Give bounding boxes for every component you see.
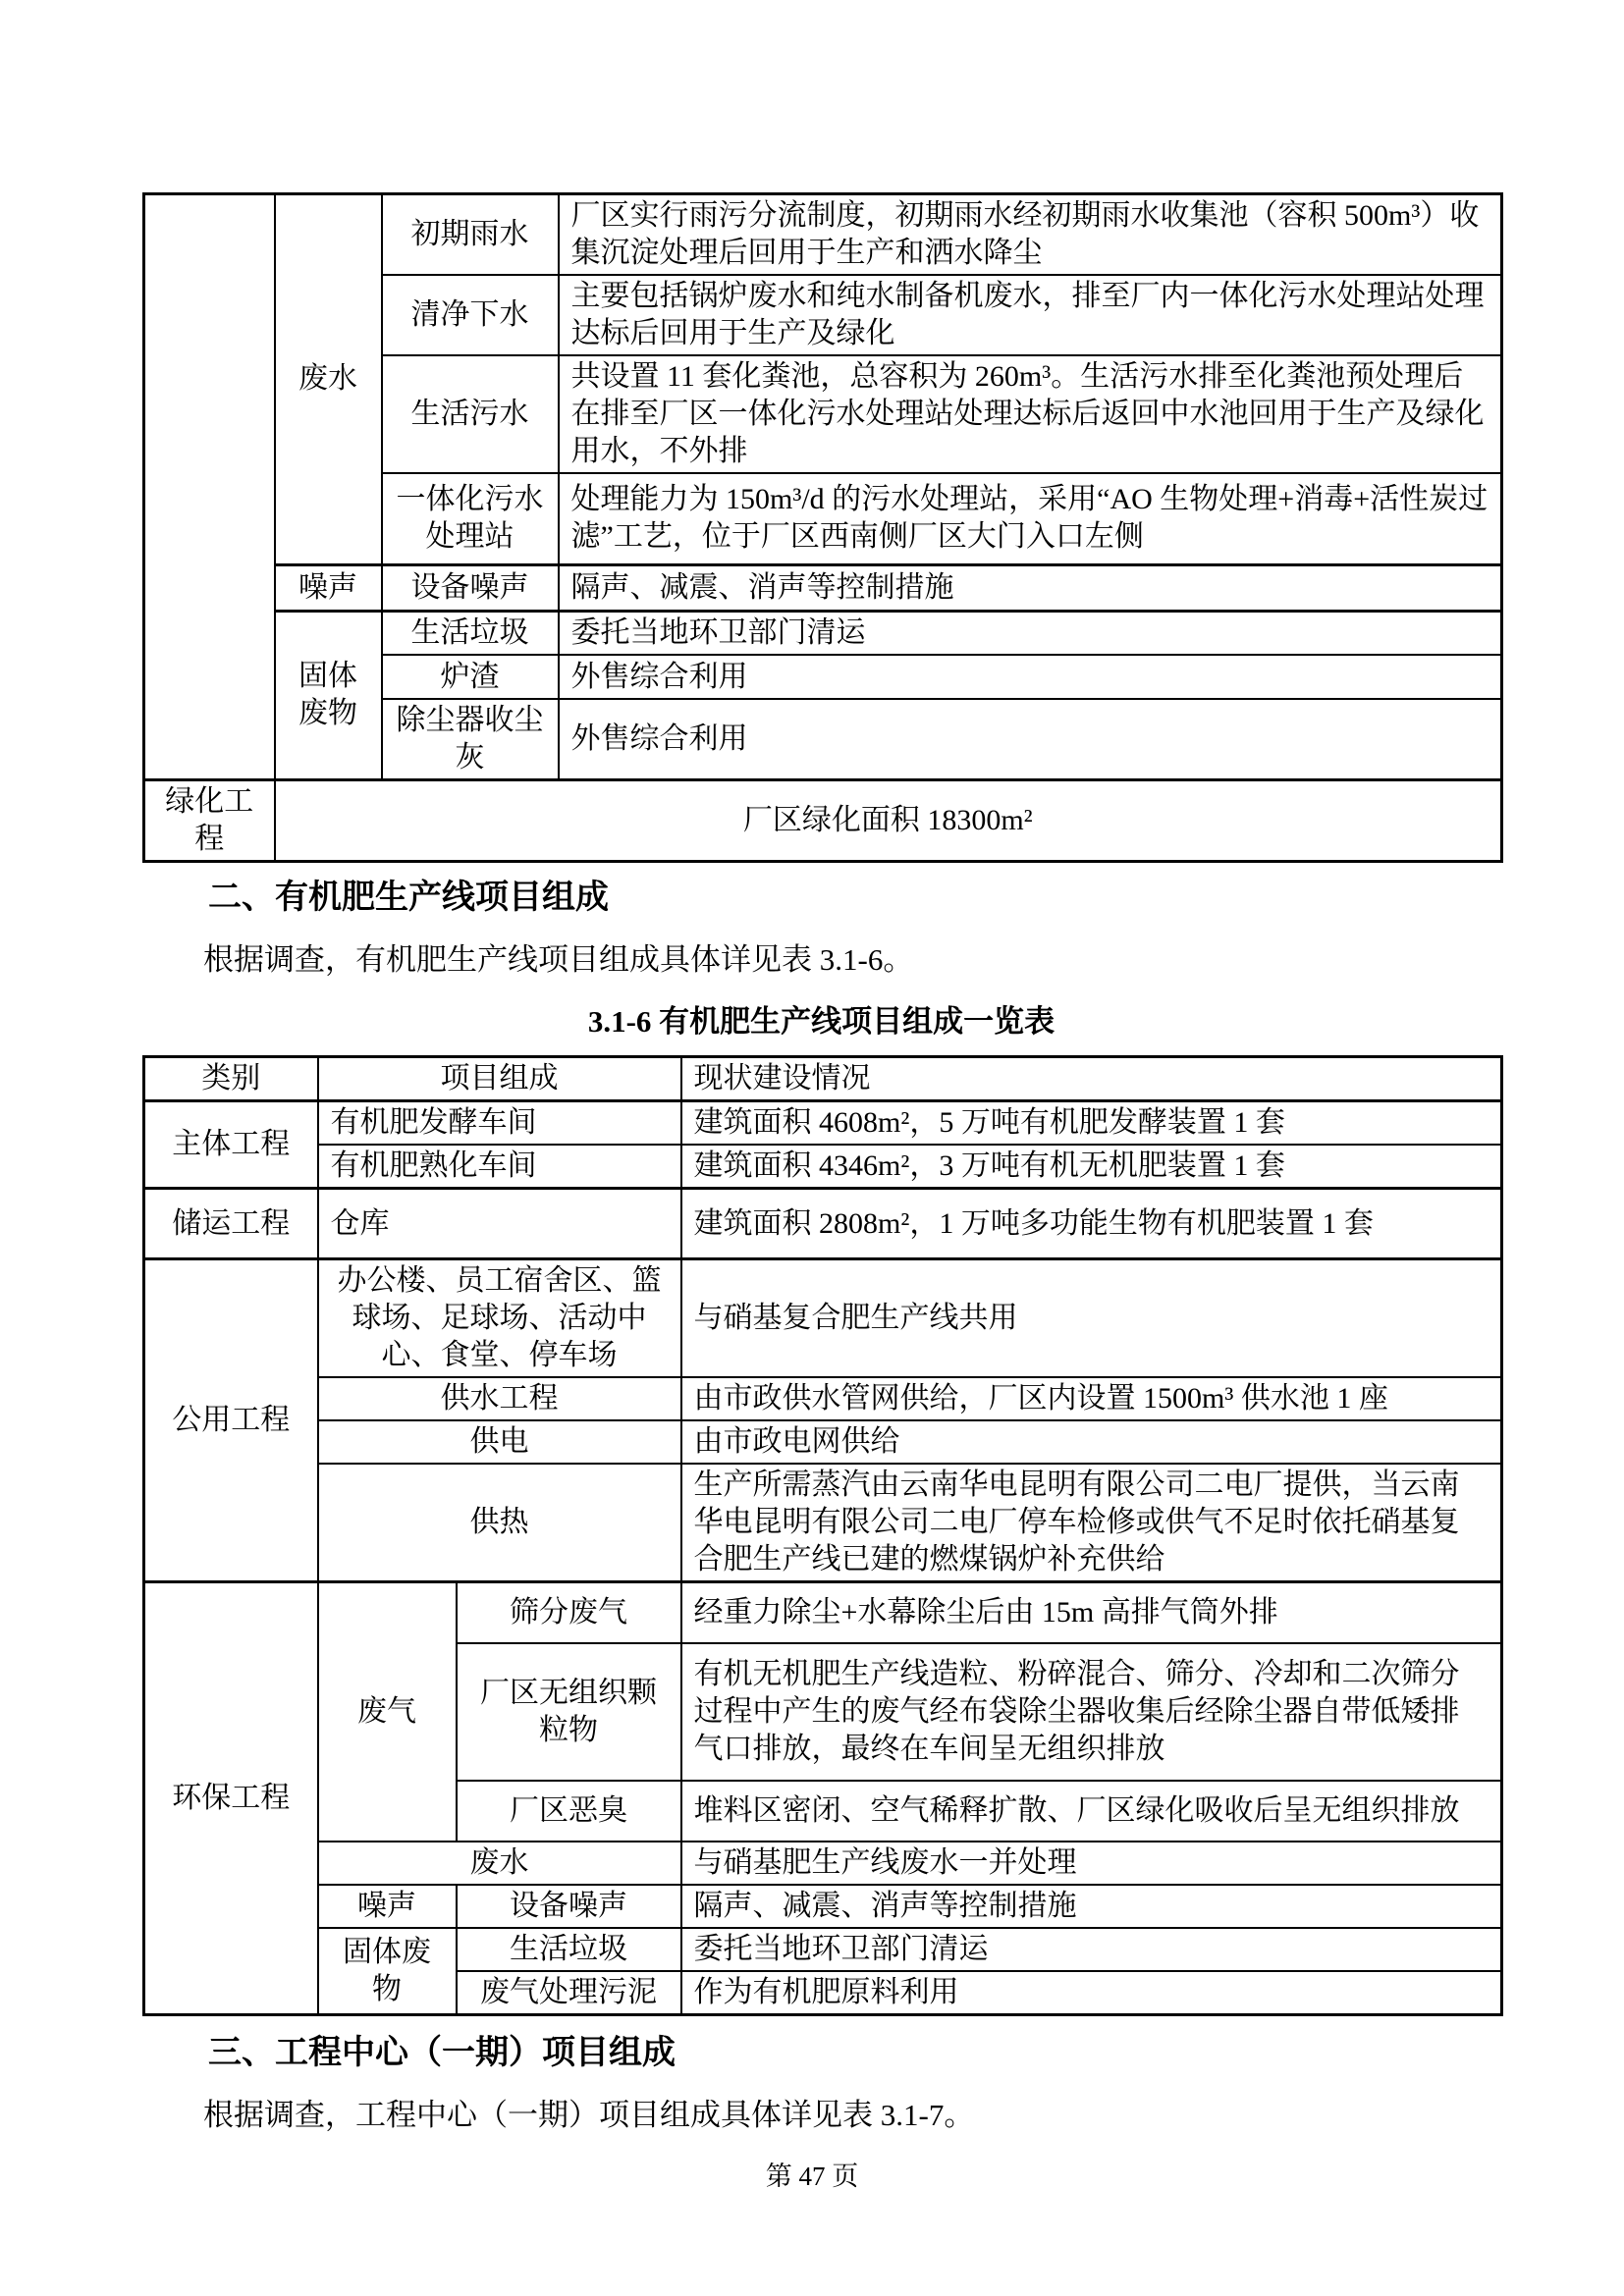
table-row [144, 1928, 1502, 1971]
desc-cell-domestic-sewage: 共设置 11 套化粪池，总容积为 260m³。生活污水排至化粪池预处理后在排至厂区一体化污水处理站处理达标后返回中水池回用于生产及绿化用水，不外排 [559, 355, 1502, 473]
item-cell-domestic-garbage: 生活垃圾 [382, 611, 559, 655]
item-cell-heat-supply: 供热 [318, 1464, 681, 1582]
organic-fertilizer-composition-table [142, 1055, 1503, 2016]
desc-cell-furnace-slag: 外售综合利用 [559, 655, 1502, 699]
desc-cell-domestic-garbage: 委托当地环卫部门清运 [559, 611, 1502, 655]
item-cell-integrated-sewage-station: 一体化污水处理站 [382, 473, 559, 564]
item-cell-domestic-sewage: 生活污水 [382, 355, 559, 473]
header-cell-component: 项目组成 [318, 1057, 681, 1101]
status-cell-water-supply: 由市政供水管网供给，厂区内设置 1500m³ 供水池 1 座 [681, 1377, 1502, 1420]
category-cell-noise: 噪声 [275, 564, 382, 611]
desc-cell-clean-drainage: 主要包括锅炉废水和纯水制备机废水，排至厂内一体化污水处理站处理达标后回用于生产及绿化 [559, 275, 1502, 355]
item-cell-initial-rainwater: 初期雨水 [382, 194, 559, 276]
category-cell-env-solid-waste: 固体废物 [318, 1928, 457, 2015]
item-cell-env-wastewater: 废水 [318, 1842, 681, 1885]
desc-cell-integrated-sewage-station: 处理能力为 150m³/d 的污水处理站，采用“AO 生物处理+消毒+活性炭过滤”工艺，位于厂区西南侧厂区大门入口左侧 [559, 473, 1502, 564]
category-cell-solid-waste: 固体废物 [275, 611, 382, 780]
section-heading-organic-fertilizer-line: 二、有机肥生产线项目组成 [208, 879, 609, 916]
category-cell-env-noise: 噪声 [318, 1885, 457, 1928]
section3-paragraph: 根据调查，工程中心（一期）项目组成具体详见表 3.1-7。 [203, 2097, 975, 2132]
desc-cell-greening: 厂区绿化面积 18300m² [275, 780, 1502, 862]
section2-paragraph: 根据调查，有机肥生产线项目组成具体详见表 3.1-6。 [203, 942, 914, 977]
status-cell-screening-gas: 经重力除尘+水幕除尘后由 15m 高排气筒外排 [681, 1582, 1502, 1643]
item-cell-fugitive-particulates: 厂区无组织颗粒物 [457, 1643, 681, 1781]
status-cell-fermentation-workshop: 建筑面积 4608m²，5 万吨有机肥发酵装置 1 套 [681, 1101, 1502, 1146]
status-cell-heat-supply: 生产所需蒸汽由云南华电昆明有限公司二电厂提供，当云南华电昆明有限公司二电厂停车检修或供气不足时依托硝基复合肥生产线已建的燃煤锅炉补充供给 [681, 1464, 1502, 1582]
status-cell-env-equipment-noise: 隔声、减震、消声等控制措施 [681, 1885, 1502, 1928]
table-row [144, 1101, 1502, 1146]
item-cell-warehouse: 仓库 [318, 1189, 681, 1259]
section-heading-engineering-center: 三、工程中心（一期）项目组成 [208, 2033, 676, 2071]
category-cell-main-project: 主体工程 [144, 1101, 318, 1189]
item-cell-furnace-slag: 炉渣 [382, 655, 559, 699]
desc-cell-initial-rainwater: 厂区实行雨污分流制度，初期雨水经初期雨水收集池（容积 500m³）收集沉淀处理后回用于生产和洒水降尘 [559, 194, 1502, 276]
status-cell-warehouse: 建筑面积 2808m²，1 万吨多功能生物有机肥装置 1 套 [681, 1189, 1502, 1259]
item-cell-env-equipment-noise: 设备噪声 [457, 1885, 681, 1928]
item-cell-clean-drainage: 清净下水 [382, 275, 559, 355]
table-row [144, 1377, 1502, 1420]
table-row [144, 1464, 1502, 1582]
table-row [144, 1842, 1502, 1885]
table-row [144, 1145, 1502, 1189]
status-cell-plant-odor: 堆料区密闭、空气稀释扩散、厂区绿化吸收后呈无组织排放 [681, 1781, 1502, 1842]
item-cell-maturation-workshop: 有机肥熟化车间 [318, 1145, 681, 1189]
status-cell-env-wastewater: 与硝基肥生产线废水一并处理 [681, 1842, 1502, 1885]
category-cell-waste-gas: 废气 [318, 1582, 457, 1842]
project-composition-table-continuation [142, 192, 1503, 863]
item-cell-fermentation-workshop: 有机肥发酵车间 [318, 1101, 681, 1146]
table-row [144, 194, 1502, 276]
category-cell-storage-project: 储运工程 [144, 1189, 318, 1259]
header-cell-status: 现状建设情况 [681, 1057, 1502, 1101]
status-cell-env-domestic-garbage: 委托当地环卫部门清运 [681, 1928, 1502, 1971]
status-cell-office-facilities: 与硝基复合肥生产线共用 [681, 1259, 1502, 1378]
item-cell-gas-treatment-sludge: 废气处理污泥 [457, 1971, 681, 2015]
item-cell-water-supply: 供水工程 [318, 1377, 681, 1420]
empty-parent-category-cell [144, 194, 275, 780]
table-header-row [144, 1057, 1502, 1101]
status-cell-gas-treatment-sludge: 作为有机肥原料利用 [681, 1971, 1502, 2015]
page-number-footer: 第 47 页 [765, 2162, 859, 2191]
table-row [144, 611, 1502, 655]
category-cell-utility-project: 公用工程 [144, 1259, 318, 1582]
status-cell-fugitive-particulates: 有机无机肥生产线造粒、粉碎混合、筛分、冷却和二次筛分过程中产生的废气经布袋除尘器收集后经除尘器自带低矮排气口排放，最终在车间呈无组织排放 [681, 1643, 1502, 1781]
item-cell-power-supply: 供电 [318, 1420, 681, 1464]
desc-cell-dust-collector-ash: 外售综合利用 [559, 699, 1502, 780]
item-cell-screening-gas: 筛分废气 [457, 1582, 681, 1643]
category-cell-environmental-project: 环保工程 [144, 1582, 318, 2015]
item-cell-dust-collector-ash: 除尘器收尘灰 [382, 699, 559, 780]
desc-cell-equipment-noise: 隔声、减震、消声等控制措施 [559, 564, 1502, 611]
item-cell-equipment-noise: 设备噪声 [382, 564, 559, 611]
item-cell-office-facilities: 办公楼、员工宿舍区、篮球场、足球场、活动中心、食堂、停车场 [318, 1259, 681, 1378]
table-row [144, 564, 1502, 611]
category-cell-greening: 绿化工程 [144, 780, 275, 862]
table-row [144, 1420, 1502, 1464]
status-cell-power-supply: 由市政电网供给 [681, 1420, 1502, 1464]
status-cell-maturation-workshop: 建筑面积 4346m²，3 万吨有机无机肥装置 1 套 [681, 1145, 1502, 1189]
table-row [144, 1189, 1502, 1259]
item-cell-plant-odor: 厂区恶臭 [457, 1781, 681, 1842]
table-row [144, 1885, 1502, 1928]
table-row [144, 1582, 1502, 1643]
item-cell-env-domestic-garbage: 生活垃圾 [457, 1928, 681, 1971]
header-cell-category: 类别 [144, 1057, 318, 1101]
table-3-1-6-title: 3.1-6 有机肥生产线项目组成一览表 [587, 1004, 1056, 1039]
table-row [144, 1259, 1502, 1378]
table-row [144, 780, 1502, 862]
category-cell-wastewater: 废水 [275, 194, 382, 565]
